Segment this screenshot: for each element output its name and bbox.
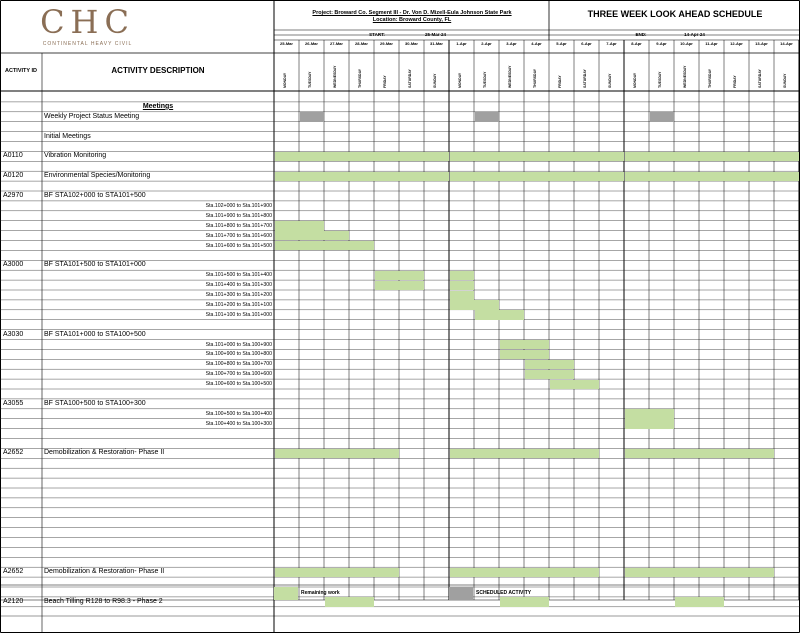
station-range: Sta.100+900 to Sta.100+800 [205,351,272,358]
date-cell: 30-Mar [405,41,418,46]
weekday-cell [400,54,424,91]
date-cell: 13-Apr [755,41,768,46]
remaining-work-bar [500,350,549,359]
logo-subtitle: CONTINENTAL HEAVY CIVIL [42,41,133,47]
weekday-label: MONDAY [632,72,637,88]
weekday-label: WEDNESDAY [507,65,512,88]
weekday-label: MONDAY [282,72,287,88]
remaining-work-bar [500,340,549,349]
station-range: Sta.100+400 to Sta.100+300 [205,420,272,427]
date-cell: 29-Mar [380,41,393,46]
weekday-label: SATURDAY [407,69,412,88]
weekday-cell [775,54,799,91]
weekday-label: THURSDAY [532,68,537,88]
date-cell: 9-Apr [656,41,667,46]
activity-description-header: ACTIVITY DESCRIPTION [111,66,205,75]
weekday-label: TUESDAY [307,71,312,88]
date-cell: 7-Apr [606,41,617,46]
remaining-work-bar [375,281,424,290]
legend-remaining-label: Remaining work [301,590,340,596]
date-cell: 12-Apr [730,41,743,46]
weekday-label: FRIDAY [382,75,387,88]
activity-description: Demobilization & Restoration- Phase II [44,568,165,576]
weekday-cell [650,54,674,91]
activity-description: Environmental Species/Monitoring [44,172,151,180]
remaining-work-bar [275,172,449,181]
station-range: Sta.101+500 to Sta.101+400 [205,272,272,279]
activity-description: BF STA101+000 to STA100+500 [44,330,146,338]
station-range: Sta.101+900 to Sta.101+800 [205,212,272,219]
date-cell: 11-Apr [705,41,718,46]
station-range: Sta.100+500 to Sta.100+400 [205,410,272,417]
station-range: Sta.100+800 to Sta.100+700 [205,361,272,368]
remaining-work-bar [450,291,474,300]
weekday-cell [450,54,474,91]
remaining-work-bar [550,380,599,389]
weekday-cell [475,54,499,91]
weekday-cell [625,54,649,91]
remaining-work-bar [275,568,399,577]
remaining-work-bar [450,281,474,290]
weekday-cell [725,54,749,91]
remaining-work-bar [450,271,474,280]
remaining-work-bar [625,152,799,161]
date-cell: 25-Mar [280,41,293,46]
weekday-cell [600,54,624,91]
station-range: Sta.102+000 to Sta.101+900 [205,202,272,209]
activity-description: Demobilization & Restoration- Phase II [44,449,165,457]
date-cell: 28-Mar [355,41,368,46]
scheduled-activity-bar [475,112,499,121]
remaining-work-bar [275,221,324,230]
remaining-work-bar [625,409,674,418]
date-cell: 27-Mar [330,41,343,46]
date-cell: 8-Apr [631,41,642,46]
activity-description: Initial Meetings [44,132,91,140]
weekday-cell [275,54,299,91]
weekday-cell [425,54,449,91]
station-range: Sta.101+200 to Sta.101+100 [205,301,272,308]
weekday-label: SATURDAY [582,69,587,88]
weekday-cell [700,54,724,91]
station-range: Sta.101+400 to Sta.101+300 [205,282,272,289]
weekday-label: THURSDAY [357,68,362,88]
station-range: Sta.101+000 to Sta.100+900 [205,341,272,348]
remaining-work-bar [450,152,624,161]
activity-id: A3000 [3,261,24,269]
legend-remaining-swatch [274,587,298,600]
logo-letters: CHC [40,3,135,41]
weekday-label: MONDAY [457,72,462,88]
remaining-work-bar [450,172,624,181]
activity-id: A0110 [3,152,23,160]
activity-description: BF STA100+500 to STA100+300 [44,399,146,407]
activity-description: BF STA102+000 to STA101+500 [44,192,146,199]
remaining-work-bar [625,449,774,458]
start-label: START: [369,32,385,37]
weekday-cell [300,54,324,91]
activity-description: Beach Tilling R128 to R98.3 - Phase 2 [44,597,163,605]
activity-id: A2120 [3,597,24,605]
legend-scheduled-label: SCHEDULED ACTIVITY [476,590,532,596]
weekday-label: TUESDAY [657,71,662,88]
weekday-cell [675,54,699,91]
end-label: END: [635,32,647,37]
remaining-work-bar [500,597,549,606]
remaining-work-bar [275,241,374,250]
scheduled-activity-bar [650,112,674,121]
weekday-cell [325,54,349,91]
activity-description: Weekly Project Status Meeting [44,112,140,120]
remaining-work-bar [325,597,374,606]
station-range: Sta.101+100 to Sta.101+000 [205,311,272,318]
weekday-label: FRIDAY [732,75,737,88]
date-cell: 1-Apr [456,41,467,46]
remaining-work-bar [625,172,799,181]
date-cell: 6-Apr [581,41,592,46]
weekday-label: SUNDAY [782,73,787,88]
weekday-cell [550,54,574,91]
remaining-work-bar [625,419,674,428]
date-cell: 10-Apr [680,41,693,46]
remaining-work-bar [450,568,599,577]
station-range: Sta.101+800 to Sta.101+700 [205,222,272,229]
weekday-label: SUNDAY [432,73,437,88]
weekday-label: WEDNESDAY [332,65,337,88]
weekday-cell [500,54,524,91]
activity-id: A3055 [3,399,24,407]
activity-id: A0120 [3,172,24,180]
scheduled-activity-bar [300,112,324,121]
date-cell: 31-Mar [430,41,443,46]
date-cell: 2-Apr [481,41,492,46]
activity-id: A2970 [3,192,24,199]
date-cell: 5-Apr [556,41,567,46]
remaining-work-bar [375,271,424,280]
legend-scheduled-swatch [449,587,473,600]
remaining-work-bar [525,370,574,379]
end-date: 14-Apr-24 [684,32,705,37]
station-range: Sta.100+700 to Sta.100+600 [205,371,272,378]
station-range: Sta.100+600 to Sta.100+500 [205,381,272,388]
meetings-heading: Meetings [142,102,174,110]
weekday-cell [575,54,599,91]
location-line: Location: Broward County, FL [372,17,452,23]
remaining-work-bar [450,449,599,458]
remaining-work-bar [275,152,449,161]
project-line: Project: Broward Co. Segment III - Dr. Von D. Mizell-Eula Johnson State Park [312,10,512,16]
weekday-label: FRIDAY [557,75,562,88]
remaining-work-bar [475,310,524,319]
weekday-cell [375,54,399,91]
weekday-label: SATURDAY [757,69,762,88]
company-logo [40,3,135,48]
schedule-title: THREE WEEK LOOK AHEAD SCHEDULE [587,9,763,19]
station-range: Sta.101+700 to Sta.101+600 [205,232,272,239]
remaining-work-bar [450,300,499,309]
activity-description: BF STA101+500 to STA101+000 [44,261,146,269]
activity-id: A2652 [3,568,24,576]
activity-id: A3030 [3,330,24,338]
weekday-label: SUNDAY [607,73,612,88]
remaining-work-bar [525,360,574,369]
remaining-work-bar [675,597,724,606]
weekday-cell [350,54,374,91]
weekday-cell [750,54,774,91]
start-date: 25-Mar-24 [424,32,446,37]
date-cell: 14-Apr [780,41,793,46]
date-cell: 26-Mar [305,41,318,46]
remaining-work-bar [625,568,774,577]
date-cell: 4-Apr [531,41,542,46]
station-range: Sta.101+600 to Sta.101+500 [205,242,272,249]
date-cell: 3-Apr [506,41,517,46]
remaining-work-bar [275,449,399,458]
remaining-work-bar [275,231,349,240]
activity-description: Vibration Monitoring [44,152,107,160]
weekday-label: TUESDAY [482,71,487,88]
station-range: Sta.101+300 to Sta.101+200 [205,292,272,298]
activity-id-header: ACTIVITY ID [5,68,37,74]
weekday-label: WEDNESDAY [682,65,687,88]
activity-id: A2652 [3,449,24,457]
weekday-label: THURSDAY [707,68,712,88]
project-info [275,10,549,24]
weekday-cell [525,54,549,91]
